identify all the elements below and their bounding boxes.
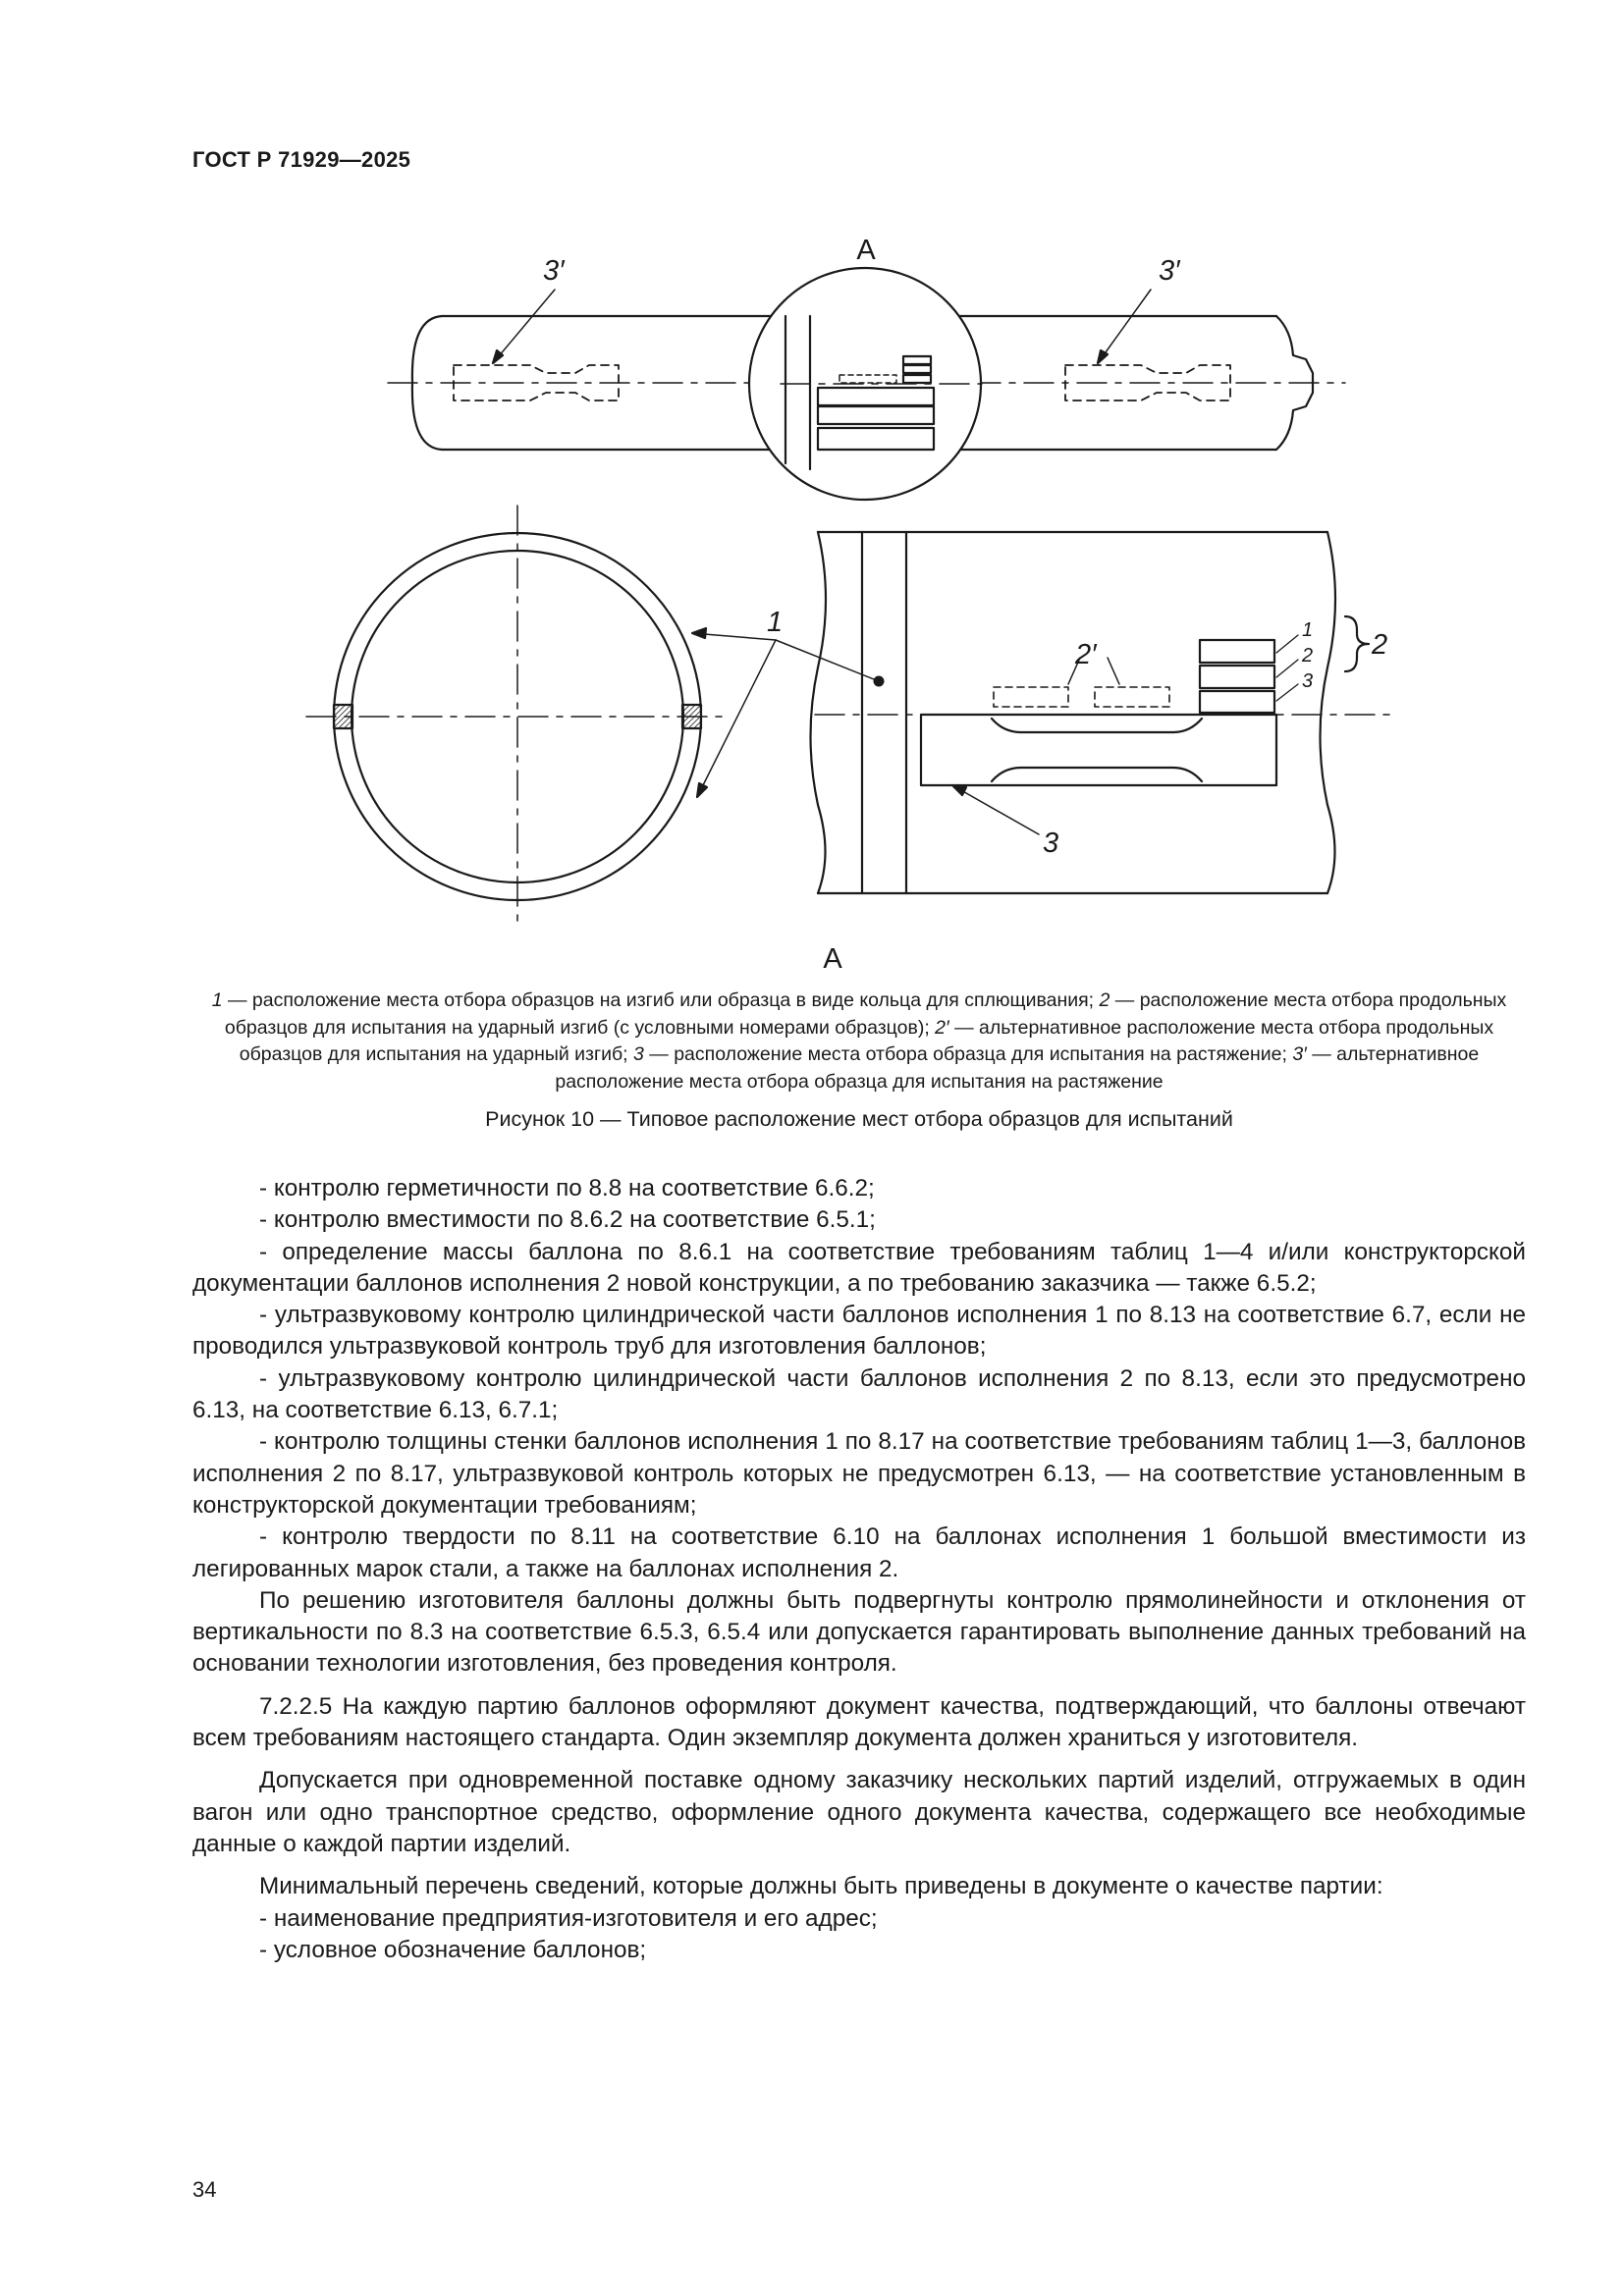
body-text bbox=[192, 1173, 1526, 1966]
legend-item-2prime: 2′ — альтернативное расположение места отбора продольных образцов для испытания на ударный изгиб; bbox=[239, 1016, 1494, 1065]
paragraph: 7.2.2.5 На каждую партию баллонов оформляют документ качества, подтверждающий, что баллоны отвечают всем требованиям настоящего стандарта. Один экземпляр документа должен храниться у изготовителя. bbox=[192, 1692, 1526, 1752]
paragraph: - контролю вместимости по 8.6.2 на соответствие 6.5.1; bbox=[259, 1206, 876, 1234]
paragraph: Минимальный перечень сведений, которые должны быть приведены в документе о качестве партии: bbox=[259, 1873, 1383, 1900]
paragraph: Допускается при одновременной поставке одному заказчику нескольких партий изделий, отгружаемых в один вагон или одно транспортное средство, оформление одного документа качества, содержащего все необходимые данные о каждой партии изделий. bbox=[192, 1767, 1526, 1857]
cylinder-drawing bbox=[0, 0, 1624, 982]
paragraph: - условное обозначение баллонов; bbox=[259, 1936, 647, 1963]
paragraph: - ультразвуковому контролю цилиндрической части баллонов исполнения 1 по 8.13 на соответствие 6.7, если не проводился ультразвуковой контроль труб для изготовления баллонов; bbox=[192, 1302, 1526, 1361]
document-header: ГОСТ Р 71929—2025 bbox=[192, 147, 411, 172]
cross-section-ring bbox=[306, 506, 885, 928]
legend-item-3prime: 3′ — альтернативное расположение места отбора образца для испытания на растяжение bbox=[555, 1043, 1480, 1093]
paragraph: - наименование предприятия-изготовителя и его адрес; bbox=[259, 1904, 878, 1932]
detail-circle-a bbox=[749, 268, 982, 500]
figure-caption: Рисунок 10 — Типовое расположение мест отбора образцов для испытаний bbox=[485, 1107, 1233, 1131]
legend-item-1: 1 — расположение места отбора образцов на изгиб или образца в виде кольца для сплющивания; bbox=[211, 989, 1100, 1011]
view-label-top: А bbox=[856, 235, 876, 266]
marker-2prime: 2′ bbox=[1075, 639, 1097, 670]
paragraph: По решению изготовителя баллоны должны быть подвергнуты контролю прямолинейности и отклонения от вертикальности по 8.3 на соответствие 6.5.3, 6.5.4 или допускается гарантировать выполнение данных требований на основании технологии изготовления, без проведения контроля. bbox=[192, 1586, 1526, 1678]
marker-3prime-left: 3′ bbox=[543, 255, 565, 287]
figure-legend bbox=[192, 988, 1526, 1095]
view-label-bottom: А bbox=[823, 943, 842, 975]
page-number: 34 bbox=[192, 2177, 217, 2202]
paragraph: - контролю толщины стенки баллонов исполнения 1 по 8.17 на соответствие требованиям таблиц 1—3, баллонов исполнения 2 по 8.17, ультразвуковой контроль которых не предусмотрен 6.13, — на соответствие установленным в конструкторской документации требованиям; bbox=[192, 1428, 1526, 1519]
paragraph: - контролю герметичности по 8.8 на соответствие 6.6.2; bbox=[259, 1175, 875, 1201]
enlarged-detail-a bbox=[811, 532, 1390, 893]
marker-3prime-right: 3′ bbox=[1159, 255, 1180, 287]
marker-2: 2 bbox=[1372, 629, 1388, 661]
stack-label-1: 1 bbox=[1302, 619, 1314, 641]
paragraph: - контролю твердости по 8.11 на соответствие 6.10 на баллонах исполнения 1 большой вместимости из легированных марок стали, а также на баллонах исполнения 2. bbox=[192, 1523, 1526, 1582]
legend-item-2: 2 — расположение места отбора продольных образцов для испытания на ударный изгиб (с условными номерами образцов); bbox=[224, 989, 1507, 1039]
paragraph: - определение массы баллона по 8.6.1 на соответствие требованиям таблиц 1—4 и/или конструкторской документации баллонов исполнения 2 новой конструкции, а по требованию заказчика — также 6.5.2; bbox=[192, 1238, 1526, 1297]
stack-label-2: 2 bbox=[1302, 645, 1314, 667]
paragraph: - ультразвуковому контролю цилиндрической части баллонов исполнения 2 по 8.13, если это предусмотрено 6.13, на соответствие 6.13, 6.7.1; bbox=[192, 1364, 1526, 1424]
legend-item-3: 3 — расположение места отбора образца для испытания на растяжение; bbox=[633, 1043, 1293, 1065]
marker-3: 3 bbox=[1043, 828, 1059, 859]
stack-label-3: 3 bbox=[1302, 670, 1314, 692]
marker-1: 1 bbox=[767, 607, 784, 638]
figure-10 bbox=[0, 0, 1624, 987]
